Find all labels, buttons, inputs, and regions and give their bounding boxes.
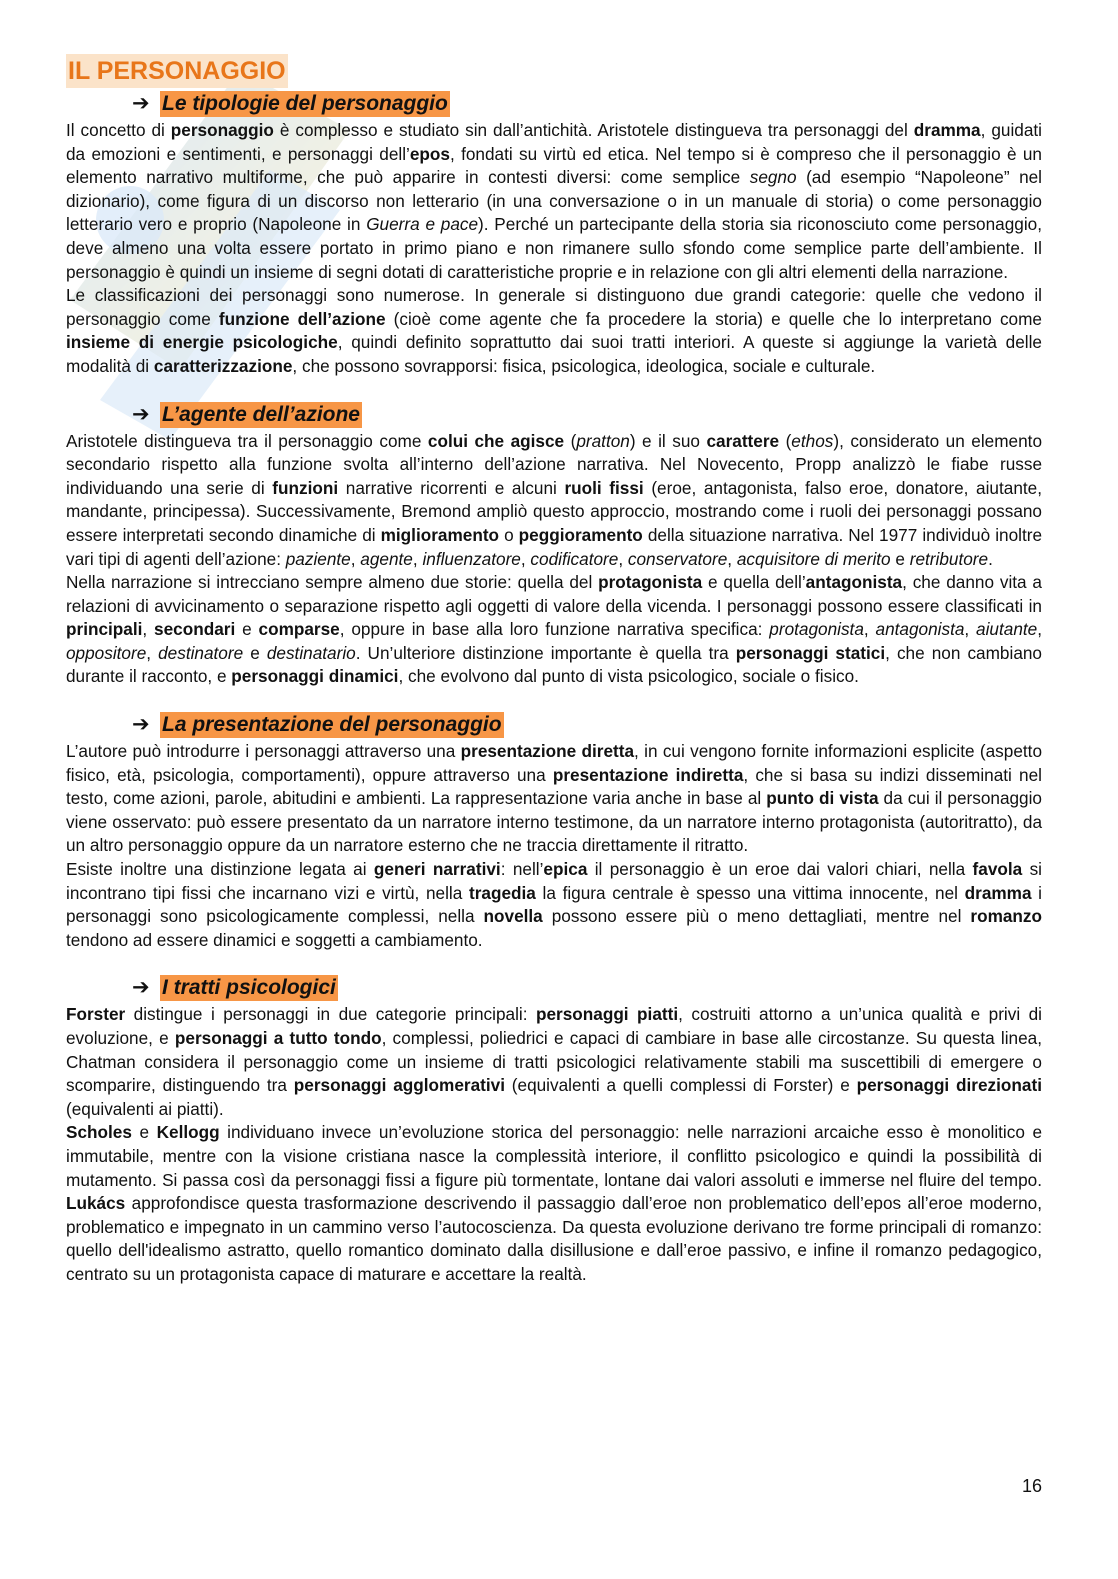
text-run: , che evolvono dal punto di vista psicologico, sociale o fisico. [398,666,859,687]
text-run: ( [779,430,792,451]
text-run: , che si basa su indizi disseminati nel testo, come azioni, parole, abitudini e ambienti. La rappresentazione varia anche in base al [66,764,1042,809]
sections-container [66,90,1042,1287]
italic-term: agente [360,548,413,569]
text-run: (equivalenti ai piatti). [66,1098,224,1119]
text-run: ), considerato un elemento secondario rispetto alla funzione svolta all’interno dell’azione narrativa. Nel Novecento, Propp analizzò le fiabe russe individuando una serie di [66,430,1042,498]
section-heading [132,90,1042,118]
text-run: tendono ad essere dinamici e soggetti a cambiamento. [66,929,483,950]
section-title: L’agente dell’azione [162,402,360,426]
text-run: , che danno vita a relazioni di avvicinamento o separazione rispetto agli oggetti di valore della vicenda. I personaggi possono essere classificati in [66,572,1042,616]
bold-term: personaggi direzionati [856,1075,1042,1096]
text-run: , [964,619,977,640]
bold-term: dramma [964,882,1032,903]
text-run: distingue i personaggi in due categorie principali: [125,1004,536,1025]
text-run: (cioè come agente che fa procedere la storia) e quelle che lo interpretano come [385,308,1042,329]
section-title: Le tipologie del personaggio [162,92,448,115]
italic-term: retributore [909,548,989,569]
bold-term: personaggi a tutto tondo [174,1028,382,1048]
body-paragraph [66,284,1042,378]
body-paragraph [66,1121,1042,1286]
text-run: e [890,548,910,569]
text-run: , guidati da emozioni e sentimenti, e personaggi dell’ [66,120,1042,164]
section-title: I tratti psicologici [162,976,336,1000]
text-run: L’autore può introdurre i personaggi attraverso una [66,741,461,762]
text-run: e quella dell’ [702,572,806,593]
text-run: . Un’ulteriore distinzione importante è quella tra [355,642,736,663]
text-run: la figura centrale è spesso una vittima innocente, nel [535,882,965,903]
text-run: possono essere più o meno dettagliati, mentre nel [542,906,971,927]
arrow-right-icon: ➔ [132,976,150,1000]
bold-term: Lukács [66,1193,126,1214]
bold-term: romanzo [970,906,1042,927]
italic-term: Guerra e pace [366,214,479,235]
bold-term: comparse [258,619,340,640]
text-run: Esiste inoltre una distinzione legata ai [66,859,374,880]
bold-term: colui che agisce [427,430,565,451]
bold-term: miglioramento [380,524,500,545]
bold-term: personaggio [170,120,274,140]
bold-term: Forster [66,1004,126,1025]
italic-term: destinatario [266,642,356,663]
text-run: , [520,548,531,569]
page-title: IL PERSONAGGIO [66,54,288,88]
text-run: Nella narrazione si intrecciano sempre almeno due storie: quella del [66,572,599,593]
text-run: , [142,619,155,640]
body-paragraph [66,571,1042,689]
italic-term: paziente [285,548,351,569]
body-paragraph [66,740,1042,858]
text-run: , oppure in base alla loro funzione narrativa specifica: [339,619,770,640]
bold-term: protagonista [598,572,703,593]
bold-term: personaggi statici [735,642,886,663]
text-run: narrative ricorrenti e alcuni [338,477,565,498]
section-heading [132,974,1042,1002]
text-run: . [988,548,993,569]
page-number: 16 [1021,1476,1042,1496]
text-run: si incontrano tipi fissi che incarnano vizi e virtù, nella [66,859,1042,903]
body-paragraph [66,119,1042,284]
text-run: Le classificazioni dei personaggi sono numerose. In generale si distinguono due grandi categorie: quelle che vedono il personaggio come [66,285,1042,329]
italic-term: acquisitore di merito [736,548,891,569]
section-title: La presentazione del personaggio [162,713,502,737]
text-run: ) e il suo [629,430,707,451]
arrow-right-icon: ➔ [132,402,150,426]
bold-term: favola [972,859,1023,880]
text-run: individuano invece un’evoluzione storica del personaggio: nelle narrazioni arcaiche esso è monolitico e immutabile, mentre con la visione cristiana nasce la complessità interiore, il conflitto psicologico e quindi la possibilità di mutamento. Si passa così da personaggi fissi a figure più tormentate, lontane dai valori assoluti e immerse nel fluire del tempo. [66,1122,1043,1190]
bold-term: generi narrativi [373,859,501,880]
italic-term: destinatore [158,642,244,663]
body-paragraph [66,430,1042,572]
bold-term: caratterizzazione [153,355,293,376]
bold-term: carattere [706,430,780,451]
bold-term: personaggi piatti [535,1004,679,1025]
bold-term: tragedia [468,882,536,903]
bold-term: insieme di energie psicologiche [66,332,338,353]
text-run: , [727,548,737,569]
document-content [66,54,1042,1287]
text-run: ). Perché un partecipante della storia sia riconosciuto come personaggio, deve almeno una volta essere portato in primo piano e non rimanere sullo sfondo come semplice parte dell’ambiente. Il personaggio è quindi un insieme di segni dotati di caratteristiche proprie e in relazione con gli altri elementi della narrazione. [66,214,1043,282]
arrow-right-icon: ➔ [132,92,150,115]
bold-term: secondari [154,619,236,640]
bold-term: personaggi agglomerativi [293,1075,505,1096]
bold-term: epica [543,859,588,880]
bold-term: Scholes [66,1122,132,1143]
italic-term: antagonista [875,619,965,640]
italic-term: segno [749,167,797,188]
body-paragraph [66,1003,1042,1121]
body-paragraph [66,858,1042,952]
text-run: , che non cambiano durante il racconto, e [66,642,1042,687]
text-run: , [146,642,159,663]
text-run: e [131,1122,157,1143]
text-run: i personaggi sono psicologicamente complessi, nella [66,882,1042,927]
bold-term: presentazione indiretta [552,764,744,785]
text-run: Aristotele distingueva tra il personaggio come [66,430,428,451]
text-run: (ad esempio “Napoleone” nel dizionario), come figura di un discorso non letterario (in una conversazione o in un manuale di storia) o come personaggio letterario vero e proprio (Napoleone in [66,167,1043,235]
bold-term: principali [66,619,143,640]
italic-term: oppositore [66,642,147,663]
text-run: e [243,642,267,663]
text-run: , [1037,619,1042,640]
text-run: e [235,619,259,640]
bold-term: Kellogg [156,1122,220,1143]
italic-term: conservatore [627,548,728,569]
text-run: , [412,548,423,569]
text-run: , in cui vengono fornite informazioni esplicite (aspetto fisico, età, psicologia, comportamenti), oppure attraverso una [66,741,1042,785]
bold-term: novella [483,906,543,927]
text-run: , che possono sovrapporsi: fisica, psicologica, ideologica, sociale e culturale. [292,355,876,376]
text-run: (eroe, antagonista, falso eroe, donatore, aiutante, mandante, principessa). Successivamente, Bremond ampliò questo approccio, mostrando come i ruoli dei personaggi possano essere interpretati secondo dinamiche di [66,477,1042,545]
bold-term: funzioni [272,477,339,498]
text-run: Il concetto di [66,120,171,140]
bold-term: ruoli fissi [564,477,644,498]
section-heading [132,401,1042,429]
italic-term: pratton [576,430,630,451]
text-run: approfondisce questa trasformazione descrivendo il passaggio dall’eroe non problematico dell’epos all’eroe moderno, problematico e impegnato in un cammino verso l’autocoscienza. Da questa evoluzione derivano tre forme principali di romanzo: quello dell'idealismo astratto, quello romantico dominato dalla disillusione e dall’eroe passivo, e infine il romanzo pedagogico, centrato su un protagonista capace di maturare e accettare la realtà. [66,1193,1042,1284]
text-run: (equivalenti a quelli complessi di Forster) e [504,1075,857,1096]
text-run: , quindi definito soprattutto dai suoi tratti interiori. A queste si aggiunge la varietà delle modalità di [66,332,1042,376]
bold-term: dramma [913,120,981,140]
text-run: , [350,548,361,569]
text-run: , costruiti attorno a un’unica qualità e privi di evoluzione, e [66,1004,1042,1048]
text-run: o [499,524,519,545]
text-run: , [618,548,628,569]
text-run: ( [564,430,577,451]
text-run: da cui il personaggio viene osservato: può essere presentato da un narratore interno testimone, da un narratore interno protagonista (autoritratto), da un altro personaggio oppure da un narratore esterno che ne traccia direttamente il ritratto. [66,788,1042,856]
italic-term: codificatore [530,548,619,569]
bold-term: punto di vista [766,788,879,809]
arrow-right-icon: ➔ [132,713,150,737]
italic-term: protagonista [769,619,864,640]
bold-term: presentazione diretta [460,741,635,762]
italic-term: influenzatore [422,548,521,569]
text-run: , fondati su virtù ed etica. Nel tempo si è compreso che il personaggio è un elemento narrativo multiforme, che può apparire in contesti diversi: come semplice [66,143,1042,188]
bold-term: epos [409,143,450,164]
text-run: : nell’ [500,859,544,880]
section-heading [132,711,1042,739]
bold-term: funzione dell’azione [218,308,386,329]
text-run: della situazione narrativa. Nel 1977 individuò inoltre vari tipi di agenti dell’azione: [66,524,1043,569]
text-run: , [863,619,876,640]
italic-term: aiutante [976,619,1038,640]
text-run: , complessi, poliedrici e capaci di cambiare in base alle circostanze. Su questa linea, Chatman considera il personaggio come un insieme di tratti psicologici relativamente stabili ma suscettibili di emergere o scomparire, distinguendo tra [66,1028,1043,1096]
text-run: è complesso e studiato sin dall’antichità. Aristotele distingueva tra personaggi del [273,120,914,140]
bold-term: antagonista [805,572,903,593]
bold-term: peggioramento [518,524,643,545]
italic-term: ethos [791,430,834,451]
text-run: il personaggio è un eroe dai valori chiari, nella [587,859,973,880]
bold-term: personaggi dinamici [231,666,399,687]
